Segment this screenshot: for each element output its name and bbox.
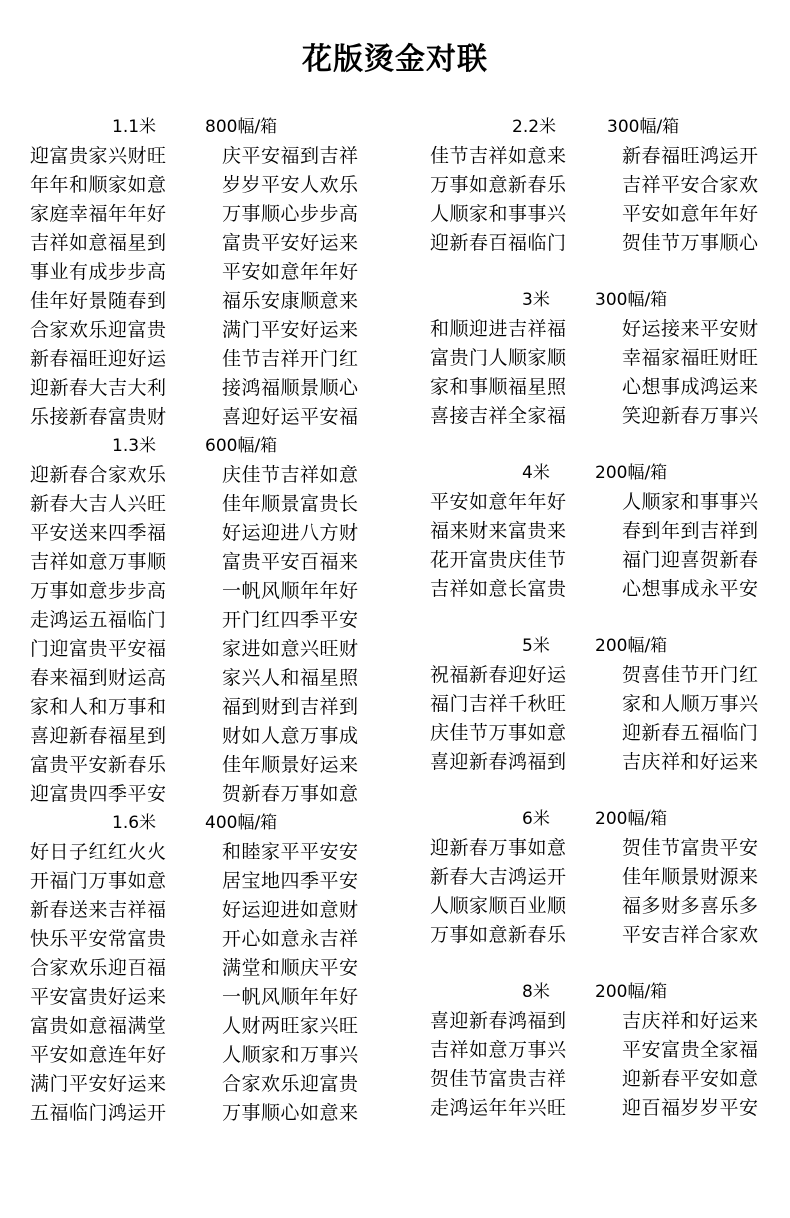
couplet-line-second: 幸福家福旺财旺 <box>622 347 759 369</box>
couplet-line-first: 走鸿运年年兴旺 <box>430 1097 567 1119</box>
couplet-line-second: 吉祥平安合家欢 <box>622 174 759 196</box>
couplet-line-first: 富贵如意福满堂 <box>30 1015 167 1037</box>
couplet-line-second: 富贵平安百福来 <box>222 551 359 573</box>
section-header <box>430 113 790 142</box>
couplet-row <box>30 722 390 751</box>
size-label: 4米 <box>522 463 550 483</box>
couplet-line-first: 吉祥如意万事顺 <box>30 551 167 573</box>
couplet-line-first: 迎新春合家欢乐 <box>30 464 167 486</box>
couplet-line-first: 喜迎新春福星到 <box>30 725 167 747</box>
couplet-line-second: 岁岁平安人欢乐 <box>222 174 359 196</box>
couplet-row <box>430 892 790 921</box>
size-label: 2.2米 <box>512 117 557 137</box>
quantity-label: 300幅/箱 <box>607 117 680 137</box>
couplet-line-first: 快乐平安常富贵 <box>30 928 167 950</box>
couplet-line-first: 五福临门鸿运开 <box>30 1102 167 1124</box>
couplet-line-second: 佳年顺景富贵长 <box>222 493 359 515</box>
couplet-row <box>430 748 790 777</box>
couplet-line-first: 平安送来四季福 <box>30 522 167 544</box>
couplet-line-first: 乐接新春富贵财 <box>30 406 167 428</box>
couplet-line-second: 贺佳节万事顺心 <box>622 232 759 254</box>
couplet-line-second: 心想事成鸿运来 <box>622 376 759 398</box>
couplet-row <box>430 1007 790 1036</box>
couplet-line-second: 佳节吉祥开门红 <box>222 348 359 370</box>
couplet-row <box>430 1094 790 1123</box>
couplet-line-second: 佳年顺景好运来 <box>222 754 359 776</box>
couplet-row <box>30 1041 390 1070</box>
couplet-line-first: 福来财来富贵来 <box>430 520 567 542</box>
couplet-line-first: 万事如意新春乐 <box>430 924 567 946</box>
couplet-line-first: 吉祥如意福星到 <box>30 232 167 254</box>
couplet-line-second: 合家欢乐迎富贵 <box>222 1073 359 1095</box>
couplet-row <box>30 374 390 403</box>
couplet-line-second: 平安吉祥合家欢 <box>622 924 759 946</box>
couplet-line-second: 新春福旺鸿运开 <box>622 145 759 167</box>
couplet-row <box>430 719 790 748</box>
couplet-row <box>30 171 390 200</box>
couplet-line-second: 迎新春平安如意 <box>622 1068 759 1090</box>
couplet-line-first: 佳年好景随春到 <box>30 290 167 312</box>
quantity-label: 200幅/箱 <box>595 463 668 483</box>
section-header <box>30 809 390 838</box>
couplet-line-second: 吉庆祥和好运来 <box>622 1010 759 1032</box>
couplet-row <box>30 1099 390 1128</box>
couplet-row <box>30 1012 390 1041</box>
page-title: 花版烫金对联 <box>302 42 488 77</box>
couplet-line-second: 满门平安好运来 <box>222 319 359 341</box>
size-label: 5米 <box>522 636 550 656</box>
couplet-line-second: 福到财到吉祥到 <box>222 696 359 718</box>
couplet-row <box>30 316 390 345</box>
size-label: 3米 <box>522 290 550 310</box>
couplet-row <box>30 954 390 983</box>
couplet-line-second: 一帆风顺年年好 <box>222 986 359 1008</box>
couplet-line-first: 富贵门人顺家顺 <box>430 347 567 369</box>
couplet-line-first: 家庭幸福年年好 <box>30 203 167 225</box>
couplet-line-first: 平安富贵好运来 <box>30 986 167 1008</box>
size-label: 1.3米 <box>112 436 157 456</box>
couplet-line-second: 平安如意年年好 <box>622 203 759 225</box>
couplet-row <box>430 863 790 892</box>
couplet-line-second: 贺喜佳节开门红 <box>622 664 759 686</box>
couplet-line-second: 喜迎好运平安福 <box>222 406 359 428</box>
couplet-line-second: 福乐安康顺意来 <box>222 290 359 312</box>
couplet-row <box>30 345 390 374</box>
couplet-row <box>30 403 390 432</box>
couplet-row <box>430 344 790 373</box>
section-header <box>430 978 790 1007</box>
couplet-row <box>30 577 390 606</box>
couplet-line-first: 喜迎新春鸿福到 <box>430 1010 567 1032</box>
couplet-line-second: 迎新春五福临门 <box>622 722 759 744</box>
section-spacer <box>430 604 790 632</box>
section-spacer <box>430 777 790 805</box>
couplet-line-second: 平安富贵全家福 <box>622 1039 759 1061</box>
couplet-row <box>430 834 790 863</box>
couplet-row <box>30 635 390 664</box>
couplet-line-second: 庆佳节吉祥如意 <box>222 464 359 486</box>
size-label: 1.6米 <box>112 813 157 833</box>
size-label: 6米 <box>522 809 550 829</box>
couplet-line-first: 佳节吉祥如意来 <box>430 145 567 167</box>
couplet-row <box>430 546 790 575</box>
couplet-row <box>430 690 790 719</box>
couplet-line-first: 新春福旺迎好运 <box>30 348 167 370</box>
couplet-line-second: 迎百福岁岁平安 <box>622 1097 759 1119</box>
couplet-line-first: 迎富贵家兴财旺 <box>30 145 167 167</box>
couplet-line-second: 好运迎进八方财 <box>222 522 359 544</box>
quantity-label: 200幅/箱 <box>595 982 668 1002</box>
couplet-line-first: 万事如意步步高 <box>30 580 167 602</box>
couplet-line-second: 开门红四季平安 <box>222 609 359 631</box>
couplet-line-second: 家进如意兴旺财 <box>222 638 359 660</box>
couplet-line-second: 贺佳节富贵平安 <box>622 837 759 859</box>
section-spacer <box>430 431 790 459</box>
couplet-row <box>30 287 390 316</box>
couplet-line-first: 万事如意新春乐 <box>430 174 567 196</box>
couplet-row <box>30 1070 390 1099</box>
section-header <box>30 432 390 461</box>
section-header <box>430 459 790 488</box>
couplet-line-second: 福多财多喜乐多 <box>622 895 759 917</box>
couplet-line-first: 富贵平安新春乐 <box>30 754 167 776</box>
quantity-label: 600幅/箱 <box>205 436 278 456</box>
couplet-line-first: 走鸿运五福临门 <box>30 609 167 631</box>
couplet-line-second: 人财两旺家兴旺 <box>222 1015 359 1037</box>
section-header <box>430 286 790 315</box>
couplet-line-second: 庆平安福到吉祥 <box>222 145 359 167</box>
couplet-row <box>430 1065 790 1094</box>
quantity-label: 200幅/箱 <box>595 636 668 656</box>
section-header <box>430 632 790 661</box>
couplet-line-second: 人顺家和万事兴 <box>222 1044 359 1066</box>
right-column <box>430 113 790 1123</box>
couplet-row <box>430 142 790 171</box>
couplet-line-first: 贺佳节富贵吉祥 <box>430 1068 567 1090</box>
couplet-line-first: 开福门万事如意 <box>30 870 167 892</box>
couplet-line-second: 心想事成永平安 <box>622 578 759 600</box>
couplet-line-first: 春来福到财运高 <box>30 667 167 689</box>
couplet-row <box>30 606 390 635</box>
couplet-line-first: 和顺迎进吉祥福 <box>430 318 567 340</box>
couplet-row <box>30 664 390 693</box>
couplet-line-second: 富贵平安好运来 <box>222 232 359 254</box>
couplet-line-first: 迎新春万事如意 <box>430 837 567 859</box>
couplet-line-first: 人顺家和事事兴 <box>430 203 567 225</box>
section-spacer <box>430 950 790 978</box>
couplet-row <box>430 171 790 200</box>
couplet-line-first: 合家欢乐迎富贵 <box>30 319 167 341</box>
couplet-line-first: 喜接吉祥全家福 <box>430 405 567 427</box>
couplet-line-second: 佳年顺景财源来 <box>622 866 759 888</box>
couplet-line-first: 新春送来吉祥福 <box>30 899 167 921</box>
couplet-line-first: 平安如意年年好 <box>430 491 567 513</box>
couplet-line-first: 吉祥如意万事兴 <box>430 1039 567 1061</box>
couplet-row <box>430 229 790 258</box>
couplet-row <box>30 490 390 519</box>
couplet-row <box>30 838 390 867</box>
couplet-line-first: 门迎富贵平安福 <box>30 638 167 660</box>
couplet-row <box>30 142 390 171</box>
couplet-line-first: 好日子红红火火 <box>30 841 167 863</box>
section-header <box>30 113 390 142</box>
couplet-row <box>30 548 390 577</box>
couplet-line-first: 庆佳节万事如意 <box>430 722 567 744</box>
couplet-line-second: 接鸿福顺景顺心 <box>222 377 359 399</box>
size-label: 8米 <box>522 982 550 1002</box>
quantity-label: 800幅/箱 <box>205 117 278 137</box>
couplet-row <box>30 983 390 1012</box>
couplet-row <box>430 200 790 229</box>
quantity-label: 200幅/箱 <box>595 809 668 829</box>
couplet-line-second: 好运接来平安财 <box>622 318 759 340</box>
couplet-line-second: 家兴人和福星照 <box>222 667 359 689</box>
couplet-row <box>430 488 790 517</box>
couplet-row <box>30 896 390 925</box>
couplet-row <box>430 402 790 431</box>
couplet-row <box>30 867 390 896</box>
couplet-line-second: 福门迎喜贺新春 <box>622 549 759 571</box>
couplet-line-first: 花开富贵庆佳节 <box>430 549 567 571</box>
couplet-row <box>430 661 790 690</box>
couplet-line-second: 人顺家和事事兴 <box>622 491 759 513</box>
couplet-line-second: 吉庆祥和好运来 <box>622 751 759 773</box>
quantity-label: 400幅/箱 <box>205 813 278 833</box>
couplet-line-second: 贺新春万事如意 <box>222 783 359 805</box>
section-header <box>430 805 790 834</box>
left-column <box>30 113 390 1128</box>
couplet-row <box>30 229 390 258</box>
couplet-line-first: 迎新春百福临门 <box>430 232 567 254</box>
size-label: 1.1米 <box>112 117 157 137</box>
section-spacer <box>430 258 790 286</box>
couplet-line-second: 好运迎进如意财 <box>222 899 359 921</box>
couplet-line-second: 平安如意年年好 <box>222 261 359 283</box>
couplet-line-second: 一帆风顺年年好 <box>222 580 359 602</box>
couplet-line-first: 迎富贵四季平安 <box>30 783 167 805</box>
couplet-row <box>30 751 390 780</box>
couplet-line-first: 新春大吉人兴旺 <box>30 493 167 515</box>
couplet-line-first: 人顺家顺百业顺 <box>430 895 567 917</box>
couplet-line-first: 新春大吉鸿运开 <box>430 866 567 888</box>
couplet-row <box>30 693 390 722</box>
couplet-line-first: 迎新春大吉大利 <box>30 377 167 399</box>
couplet-line-second: 笑迎新春万事兴 <box>622 405 759 427</box>
couplet-line-second: 居宝地四季平安 <box>222 870 359 892</box>
couplet-line-first: 喜迎新春鸿福到 <box>430 751 567 773</box>
couplet-line-first: 家和人和万事和 <box>30 696 167 718</box>
couplet-row <box>30 519 390 548</box>
couplet-line-second: 春到年到吉祥到 <box>622 520 759 542</box>
couplet-row <box>430 575 790 604</box>
couplet-line-first: 家和事顺福星照 <box>430 376 567 398</box>
couplet-line-second: 开心如意永吉祥 <box>222 928 359 950</box>
couplet-row <box>430 921 790 950</box>
couplet-line-second: 家和人顺万事兴 <box>622 693 759 715</box>
couplet-row <box>30 925 390 954</box>
couplet-row <box>30 200 390 229</box>
couplet-row <box>30 258 390 287</box>
couplet-row <box>430 517 790 546</box>
couplet-row <box>30 780 390 809</box>
couplet-row <box>30 461 390 490</box>
couplet-row <box>430 1036 790 1065</box>
couplet-line-first: 满门平安好运来 <box>30 1073 167 1095</box>
couplet-row <box>430 373 790 402</box>
couplet-line-second: 万事顺心如意来 <box>222 1102 359 1124</box>
couplet-line-second: 财如人意万事成 <box>222 725 359 747</box>
couplet-line-first: 事业有成步步高 <box>30 261 167 283</box>
couplet-line-first: 年年和顺家如意 <box>30 174 167 196</box>
quantity-label: 300幅/箱 <box>595 290 668 310</box>
couplet-line-second: 和睦家平平安安 <box>222 841 359 863</box>
couplet-line-second: 万事顺心步步高 <box>222 203 359 225</box>
couplet-line-first: 福门吉祥千秋旺 <box>430 693 567 715</box>
couplet-line-first: 吉祥如意长富贵 <box>430 578 567 600</box>
couplet-row <box>430 315 790 344</box>
couplet-line-first: 平安如意连年好 <box>30 1044 167 1066</box>
couplet-line-first: 合家欢乐迎百福 <box>30 957 167 979</box>
couplet-line-first: 祝福新春迎好运 <box>430 664 567 686</box>
couplet-line-second: 满堂和顺庆平安 <box>222 957 359 979</box>
